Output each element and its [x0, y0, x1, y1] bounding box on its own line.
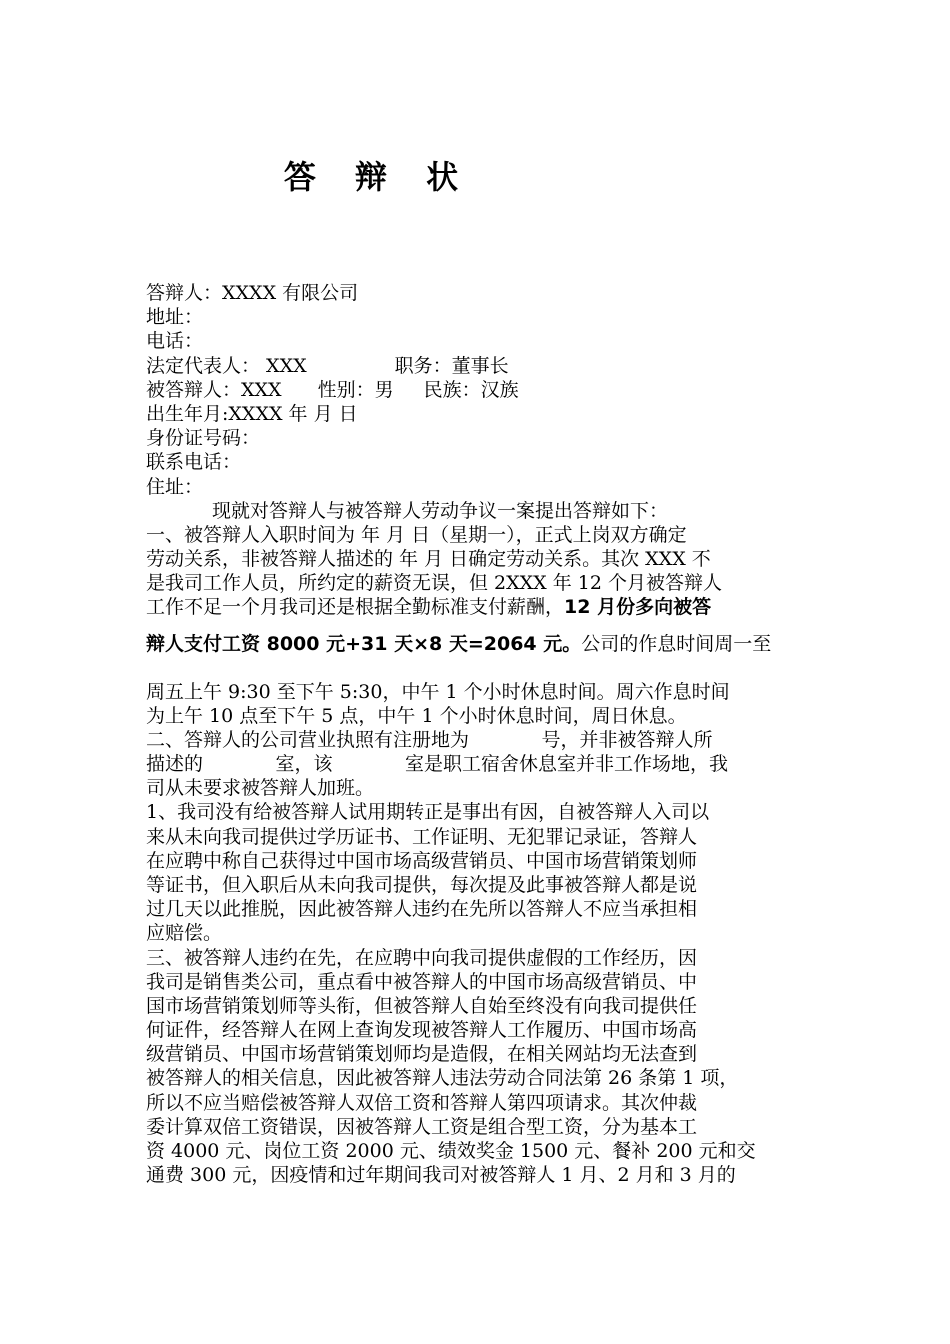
paragraph-4-line: 国市场营销策划师等头衔，但被答辩人自始至终没有向我司提供任 [146, 994, 698, 1017]
paragraph-1-line: 劳动关系，非被答辩人描述的 年 月 日确定劳动关系。其次 XXX 不 [146, 548, 711, 571]
paragraph-4-line: 所以不应当赔偿被答辩人双倍工资和答辩人第四项请求。其次仲裁 [146, 1091, 698, 1114]
paragraph-3-line: 1、我司没有给被答辩人试用期转正是事出有因，自被答辩人入司以 [146, 801, 710, 824]
paragraph-3-line: 过几天以此推脱，因此被答辩人违约在先所以答辩人不应当承担相 [146, 898, 698, 921]
paragraph-4-line: 三、被答辩人违约在先，在应聘中向我司提供虚假的工作经历，因 [146, 946, 698, 969]
ethnicity-field: 民族：汉族 [423, 378, 519, 401]
id-number-line: 身份证号码： [146, 427, 261, 450]
paragraph-1-line [146, 595, 816, 619]
paragraph-3-line: 等证书，但入职后从未向我司提供，每次提及此事被答辩人都是说 [146, 873, 698, 896]
paragraph-1-text: 工作不足一个月我司还是根据全勤标准支付薪酬， [146, 596, 565, 619]
respondent-line: 答辩人：XXXX 有限公司 [146, 282, 359, 304]
paragraph-2-line: 描述的 室，该 室是职工宿舍休息室并非工作场地，我 [146, 753, 728, 775]
paragraph-3-line: 来从未向我司提供过学历证书、工作证明、无犯罪记录证，答辩人 [146, 825, 698, 848]
paragraph-4-line: 被答辩人的相关信息，因此被答辩人违法劳动合同法第 26 条第 1 项， [146, 1067, 739, 1090]
paragraph-4-line: 资 4000 元、岗位工资 2000 元、绩效奖金 1500 元、餐补 200 元和交 [146, 1140, 756, 1162]
legal-rep-field: 法定代表人： XXX [146, 354, 307, 377]
position-field: 职务：董事长 [394, 354, 509, 377]
paragraph-1-bold-text: 12 月份多向被答 [564, 596, 712, 619]
paragraph-1-line: 周五上午 9:30 至下午 5:30，中午 1 个小时休息时间。周六作息时间 [146, 680, 730, 703]
document-title: 答 辩 状 [283, 158, 473, 196]
paragraph-1-line: 是我司工作人员，所约定的薪资无误，但 2XXX 年 12 个月被答辩人 [146, 572, 723, 595]
paragraph-1-text: 公司的作息时间周一至 [581, 632, 772, 655]
paragraph-3-line: 应赔偿。 [146, 922, 223, 945]
paragraph-4-line: 我司是销售类公司，重点看中被答辩人的中国市场高级营销员、中 [146, 970, 698, 993]
paragraph-4-line: 委计算双倍工资错误，因被答辩人工资是组合型工资，分为基本工 [146, 1115, 698, 1138]
legal-rep-line [146, 354, 816, 378]
contact-phone-line: 联系电话： [146, 451, 242, 474]
intro-paragraph: 现就对答辩人与被答辩人劳动争议一案提出答辩如下： [212, 499, 669, 522]
paragraph-4-line: 通费 300 元，因疫情和过年期间我司对被答辩人 1 月、2 月和 3 月的 [146, 1164, 736, 1187]
phone-line: 电话： [146, 330, 204, 353]
address-line: 地址： [146, 306, 204, 329]
claimant-line [146, 378, 816, 402]
paragraph-2-line: 二、答辩人的公司营业执照有注册地为 号，并非被答辩人所 [146, 728, 713, 751]
paragraph-1-line [146, 620, 816, 668]
paragraph-1-line: 为上午 10 点至下午 5 点，中午 1 个小时休息时间，周日休息。 [146, 704, 687, 727]
paragraph-2-line: 司从未要求被答辩人加班。 [146, 777, 375, 800]
gender-field: 性别：男 [317, 378, 394, 401]
birth-line: 出生年月:XXXX 年 月 日 [146, 402, 358, 425]
claimant-field: 被答辩人：XXX [146, 378, 282, 401]
paragraph-4-line: 级营销员、中国市场营销策划师均是造假，在相关网站均无法查到 [146, 1043, 698, 1066]
paragraph-1-line: 一、被答辩人入职时间为 年 月 日（星期一），正式上岗双方确定 [146, 523, 687, 546]
document-body [146, 281, 816, 1187]
residence-line: 住址： [146, 475, 204, 498]
paragraph-4-line: 何证件，经答辩人在网上查询发现被答辩人工作履历、中国市场高 [146, 1019, 698, 1042]
paragraph-1-bold-text: 辩人支付工资 8000 元+31 天×8 天=2064 元。 [146, 632, 582, 655]
paragraph-3-line: 在应聘中称自己获得过中国市场高级营销员、中国市场营销策划师 [146, 849, 698, 872]
